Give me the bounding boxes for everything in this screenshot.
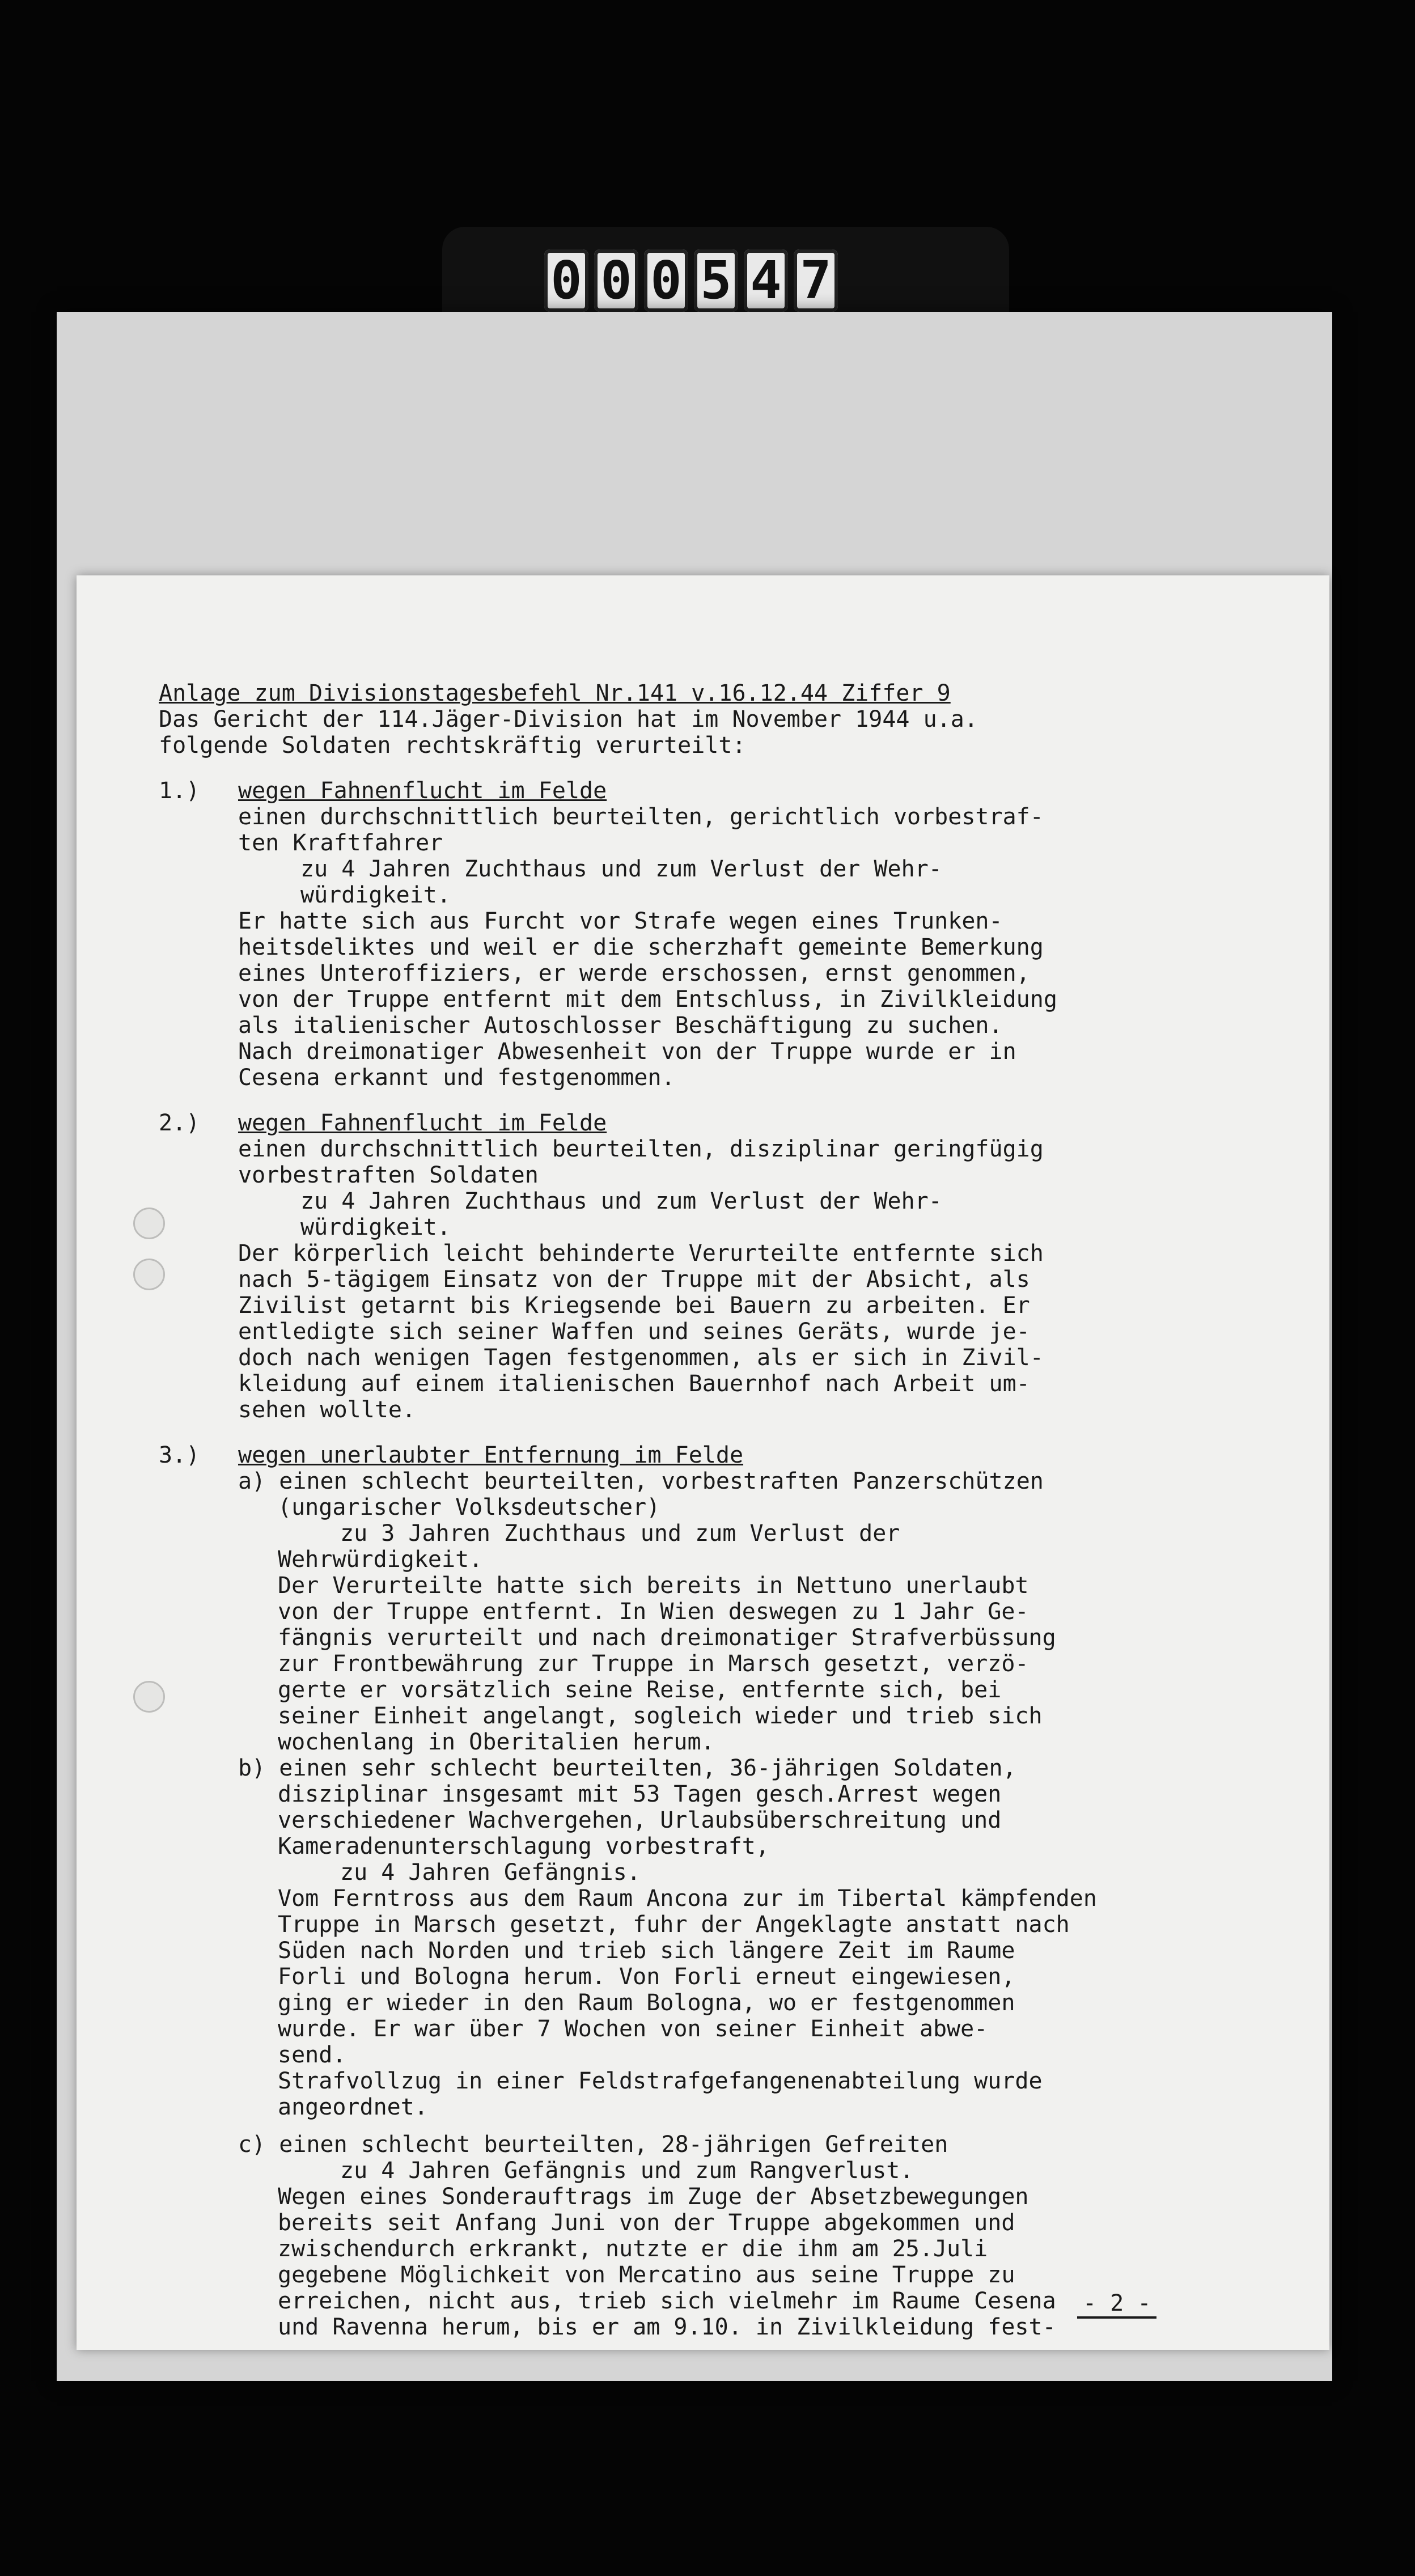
body-line: Truppe in Marsch gesetzt, fuhr der Angeklagte anstatt nach	[278, 1912, 1070, 1938]
body-line: gegebene Möglichkeit von Mercatino aus seine Truppe zu	[278, 2262, 1015, 2288]
item-heading	[159, 778, 1264, 804]
body-line: kleidung auf einem italienischen Bauernhof nach Arbeit um-	[238, 1371, 1030, 1397]
body-line: gerte er vorsätzlich seine Reise, entfernte sich, bei	[278, 1677, 1002, 1703]
body-line: und Ravenna herum, bis er am 9.10. in Zivilkleidung fest-	[278, 2314, 1056, 2340]
sentence-line: zu 4 Jahren Zuchthaus und zum Verlust der Wehr-	[300, 856, 942, 882]
sentence-line: zu 3 Jahren Zuchthaus und zum Verlust der	[340, 1520, 900, 1547]
body-line: zwischendurch erkrankt, nutzte er die ihm am 25.Juli	[278, 2236, 988, 2262]
counter-digit: 0	[594, 249, 638, 312]
item-number: 1.)	[159, 778, 200, 804]
sentence-line: zu 4 Jahren Gefängnis.	[340, 1859, 641, 1886]
intro-line: Das Gericht der 114.Jäger-Division hat im November 1944 u.a.	[159, 706, 978, 732]
sentence-line: Wehrwürdigkeit.	[278, 1547, 483, 1573]
subitem-label: b)	[238, 1755, 266, 1781]
defendant-line: ten Kraftfahrer	[238, 830, 443, 856]
body-line: Forli und Bologna herum. Von Forli erneut eingewiesen,	[278, 1964, 1015, 1990]
item-charge: wegen Fahnenflucht im Felde	[238, 1110, 607, 1136]
document-title: Anlage zum Divisionstagesbefehl Nr.141 v.16.12.44 Ziffer 9	[159, 680, 951, 706]
body-line: Strafvollzug in einer Feldstrafgefangenenabteilung wurde	[278, 2068, 1043, 2094]
defendant-line: einen schlecht beurteilten, vorbestraften Panzerschützen	[279, 1468, 1044, 1494]
defendant-line: einen sehr schlecht beurteilten, 36-jährigen Soldaten,	[279, 1755, 1016, 1781]
subitem-heading	[159, 1755, 1264, 1781]
defendant-line: einen durchschnittlich beurteilten, disziplinar geringfügig	[238, 1136, 1044, 1162]
body-line: Nach dreimonatiger Abwesenheit von der Truppe wurde er in	[238, 1039, 1016, 1065]
document-text	[159, 680, 1264, 2340]
body-line: von der Truppe entfernt mit dem Entschluss, in Zivilkleidung	[238, 986, 1057, 1012]
body-line: ging er wieder in den Raum Bologna, wo er festgenommen	[278, 1990, 1015, 2016]
body-line: nach 5-tägigem Einsatz von der Truppe mit der Absicht, als	[238, 1266, 1030, 1293]
sentence-line: zu 4 Jahren Gefängnis und zum Rangverlust.	[340, 2158, 914, 2184]
body-line: send.	[278, 2042, 346, 2068]
body-line: seiner Einheit angelangt, sogleich wieder und trieb sich	[278, 1703, 1043, 1729]
defendant-line: Kameradenunterschlagung vorbestraft,	[278, 1833, 769, 1859]
item-number: 3.)	[159, 1442, 200, 1468]
body-line: Cesena erkannt und festgenommen.	[238, 1065, 675, 1091]
body-line: Der Verurteilte hatte sich bereits in Nettuno unerlaubt	[278, 1573, 1029, 1599]
body-line: Wegen eines Sonderauftrags im Zuge der Absetzbewegungen	[278, 2184, 1029, 2210]
frame-counter	[544, 249, 838, 317]
item-heading	[159, 1442, 1264, 1468]
counter-digit: 5	[694, 249, 738, 312]
defendant-line: einen durchschnittlich beurteilten, gerichtlich vorbestraf-	[238, 804, 1044, 830]
body-line: Der körperlich leicht behinderte Verurteilte entfernte sich	[238, 1240, 1044, 1266]
body-line: entledigte sich seiner Waffen und seines Geräts, wurde je-	[238, 1319, 1030, 1345]
body-line: Er hatte sich aus Furcht vor Strafe wegen eines Trunken-	[238, 908, 1003, 934]
counter-digit: 0	[644, 249, 688, 312]
body-line: Süden nach Norden und trieb sich längere Zeit im Raume	[278, 1938, 1015, 1964]
sentence-line: zu 4 Jahren Zuchthaus und zum Verlust der Wehr-	[300, 1188, 942, 1214]
body-line: erreichen, nicht aus, trieb sich vielmehr im Raume Cesena	[278, 2288, 1056, 2314]
body-line: Vom Ferntross aus dem Raum Ancona zur im Tibertal kämpfenden	[278, 1886, 1097, 1912]
body-line: von der Truppe entfernt. In Wien deswegen zu 1 Jahr Ge-	[278, 1599, 1029, 1625]
item-charge: wegen Fahnenflucht im Felde	[238, 778, 607, 804]
item-number: 2.)	[159, 1110, 200, 1136]
sentence-line: würdigkeit.	[300, 1214, 451, 1240]
subitem-label: a)	[238, 1468, 266, 1494]
defendant-line: verschiedener Wachvergehen, Urlaubsüberschreitung und	[278, 1807, 1002, 1833]
body-line: sehen wollte.	[238, 1397, 416, 1423]
page-marker: - 2 -	[1077, 2290, 1156, 2319]
sentence-line: würdigkeit.	[300, 882, 451, 908]
defendant-line: disziplinar insgesamt mit 53 Tagen gesch.Arrest wegen	[278, 1781, 1002, 1807]
defendant-line: (ungarischer Volksdeutscher)	[278, 1494, 660, 1520]
defendant-line: vorbestraften Soldaten	[238, 1162, 539, 1188]
subitem-heading	[159, 1468, 1264, 1494]
body-line: zur Frontbewährung zur Truppe in Marsch gesetzt, verzö-	[278, 1651, 1029, 1677]
body-line: heitsdeliktes und weil er die scherzhaft gemeinte Bemerkung	[238, 934, 1044, 960]
body-line: wurde. Er war über 7 Wochen von seiner Einheit abwe-	[278, 2016, 988, 2042]
body-line: eines Unteroffiziers, er werde erschossen, ernst genommen,	[238, 960, 1030, 986]
body-line: fängnis verurteilt und nach dreimonatiger Strafverbüssung	[278, 1625, 1056, 1651]
counter-digit: 0	[544, 249, 588, 312]
subitem-heading	[159, 2132, 1264, 2158]
item-charge: wegen unerlaubter Entfernung im Felde	[238, 1442, 744, 1468]
body-line: Zivilist getarnt bis Kriegsende bei Bauern zu arbeiten. Er	[238, 1293, 1030, 1319]
counter-digit: 7	[794, 249, 838, 312]
subitem-label: c)	[238, 2132, 266, 2158]
intro-line: folgende Soldaten rechtskräftig verurteilt:	[159, 732, 746, 759]
defendant-line: einen schlecht beurteilten, 28-jährigen Gefreiten	[279, 2132, 948, 2158]
body-line: bereits seit Anfang Juni von der Truppe abgekommen und	[278, 2210, 1015, 2236]
body-line: angeordnet.	[278, 2094, 428, 2120]
body-line: wochenlang in Oberitalien herum.	[278, 1729, 715, 1755]
body-line: doch nach wenigen Tagen festgenommen, als er sich in Zivil-	[238, 1345, 1044, 1371]
counter-digit: 4	[744, 249, 788, 312]
body-line: als italienischer Autoschlosser Beschäftigung zu suchen.	[238, 1012, 1003, 1039]
item-heading	[159, 1110, 1264, 1136]
